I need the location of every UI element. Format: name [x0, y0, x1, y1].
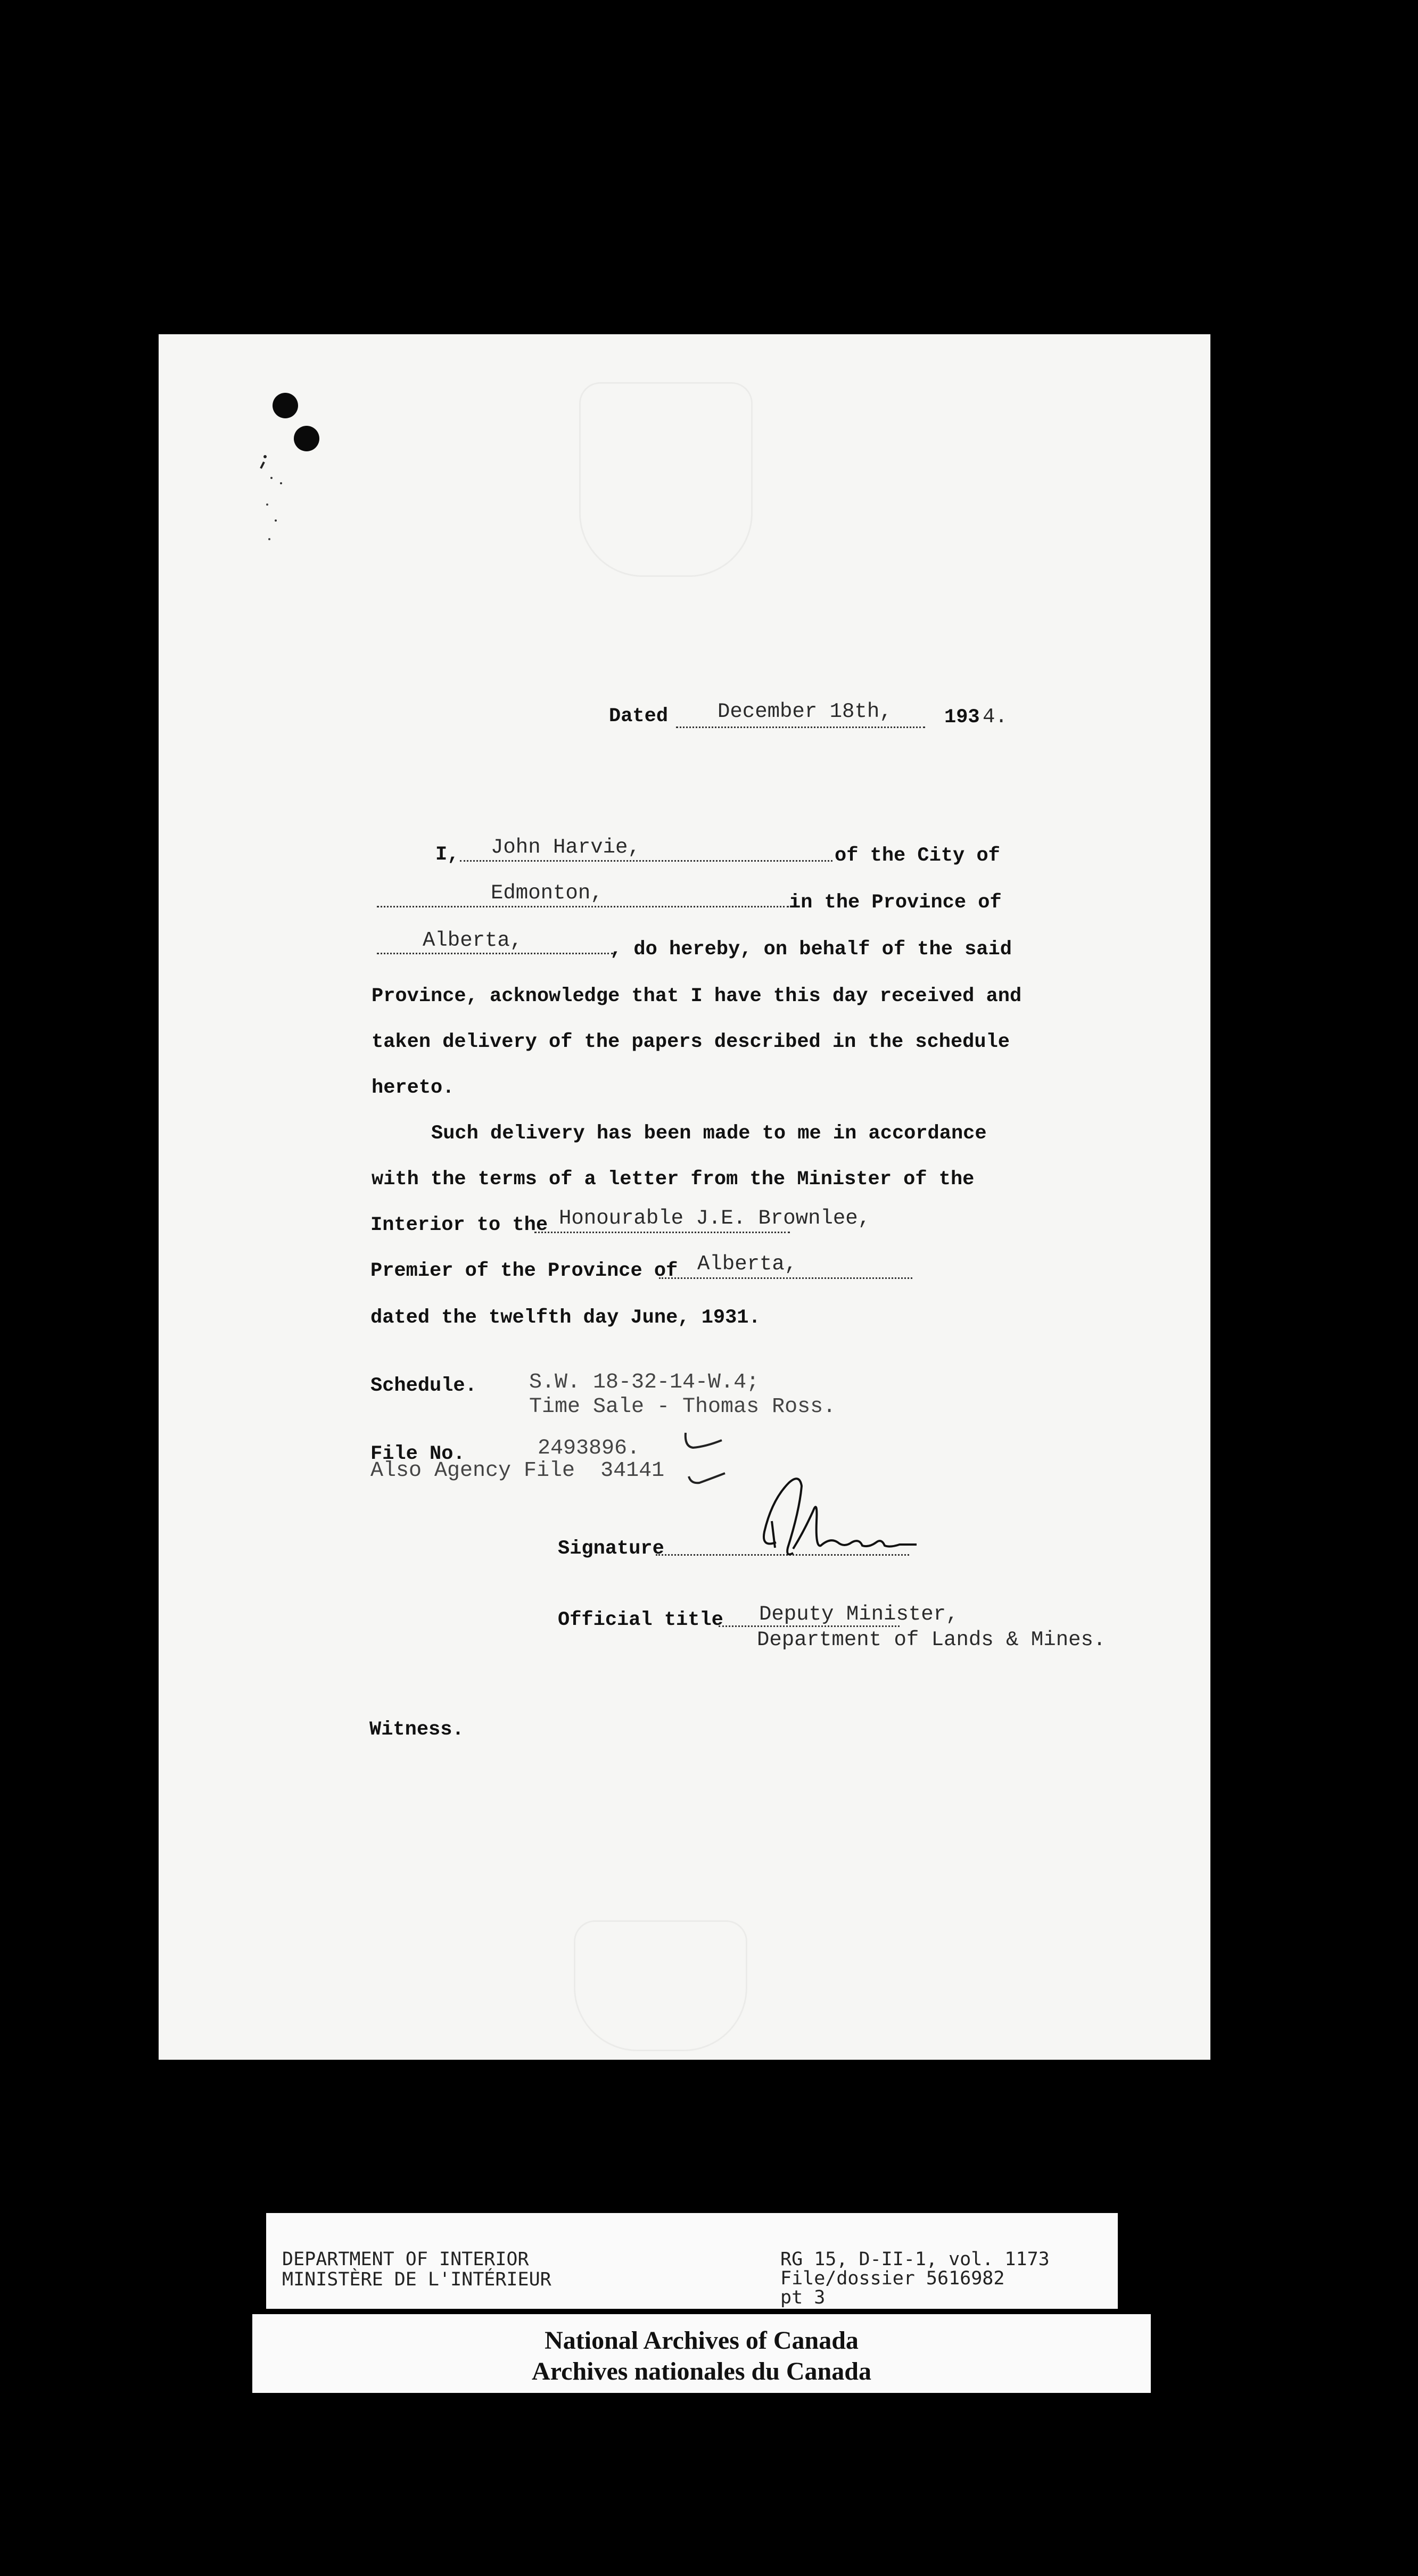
banner-line-en: National Archives of Canada: [545, 2326, 859, 2355]
date-value: December 18th,: [718, 700, 892, 723]
city-value: Edmonton,: [491, 881, 603, 905]
dept-en: DEPARTMENT OF INTERIOR: [282, 2249, 529, 2270]
witness-label: Witness.: [369, 1719, 464, 1741]
province-dotted-line: [377, 953, 613, 954]
premier-dotted-line: [659, 1277, 912, 1279]
addressee-dotted-line: [534, 1232, 790, 1233]
ref-line2: File/dossier 5616982: [780, 2268, 1005, 2289]
dated-label: Dated: [609, 705, 669, 728]
premier-label: Premier of the Province of: [370, 1260, 678, 1282]
province-value: Alberta,: [423, 929, 523, 952]
dept-fr: MINISTÈRE DE L'INTÉRIEUR: [282, 2269, 551, 2290]
dated-line: dated the twelfth day June, 1931.: [370, 1307, 761, 1329]
ref-line3: pt 3: [780, 2287, 826, 2308]
agency-file: Also Agency File 34141: [370, 1459, 665, 1483]
file-label: File No.: [370, 1443, 465, 1465]
official-title-line1: Deputy Minister,: [759, 1603, 959, 1626]
name-value: John Harvie,: [491, 836, 640, 859]
line6-text: hereto.: [372, 1077, 455, 1099]
line4-text: Province, acknowledge that I have this day received and: [372, 985, 1022, 1008]
schedule-line1: S.W. 18-32-14-W.4;: [529, 1370, 760, 1394]
interior-label: Interior to the: [370, 1214, 548, 1236]
hole-speckles: [260, 446, 292, 552]
of-city-label: of the City of: [835, 845, 1000, 867]
para2-line2: with the terms of a letter from the Minister of the: [372, 1168, 975, 1191]
signature-label: Signature: [558, 1538, 664, 1560]
schedule-line2: Time Sale - Thomas Ross.: [529, 1395, 836, 1419]
addressee-value: Honourable J.E. Brownlee,: [559, 1207, 871, 1230]
year-prefix: 193: [944, 706, 980, 729]
intro-i: I,: [435, 844, 459, 866]
date-dotted-line: [676, 726, 925, 728]
para2-line1: Such delivery has been made to me in accordance: [431, 1122, 987, 1145]
archive-reference-label: [266, 2213, 1118, 2309]
official-title-label: Official title: [558, 1609, 723, 1631]
name-dotted-line: [460, 860, 832, 862]
in-province-label: in the Province of: [789, 891, 1002, 914]
check-mark-2: [686, 1469, 728, 1490]
ref-line1: RG 15, D-II-1, vol. 1173: [780, 2249, 1050, 2270]
banner-line-fr: Archives nationales du Canada: [532, 2357, 871, 2385]
check-mark-1: [682, 1429, 725, 1455]
watermark-seal-bottom: [574, 1920, 747, 2051]
year-suffix: 4.: [983, 705, 1008, 729]
document-page: [159, 334, 1210, 2060]
city-dotted-line: [377, 906, 789, 907]
schedule-label: Schedule.: [370, 1375, 477, 1397]
line3-text: , do hereby, on behalf of the said: [610, 938, 1012, 961]
watermark-seal-top: [579, 382, 753, 577]
handwritten-signature: [751, 1468, 921, 1564]
punch-hole-1: [273, 393, 298, 418]
official-title-line2: Department of Lands & Mines.: [757, 1628, 1106, 1652]
premier-province-value: Alberta,: [697, 1252, 797, 1276]
punch-hole-2: [294, 426, 319, 451]
line5-text: taken delivery of the papers described in the schedule: [372, 1031, 1010, 1053]
archives-banner: [252, 2314, 1151, 2393]
file-value: 2493896.: [538, 1436, 640, 1460]
